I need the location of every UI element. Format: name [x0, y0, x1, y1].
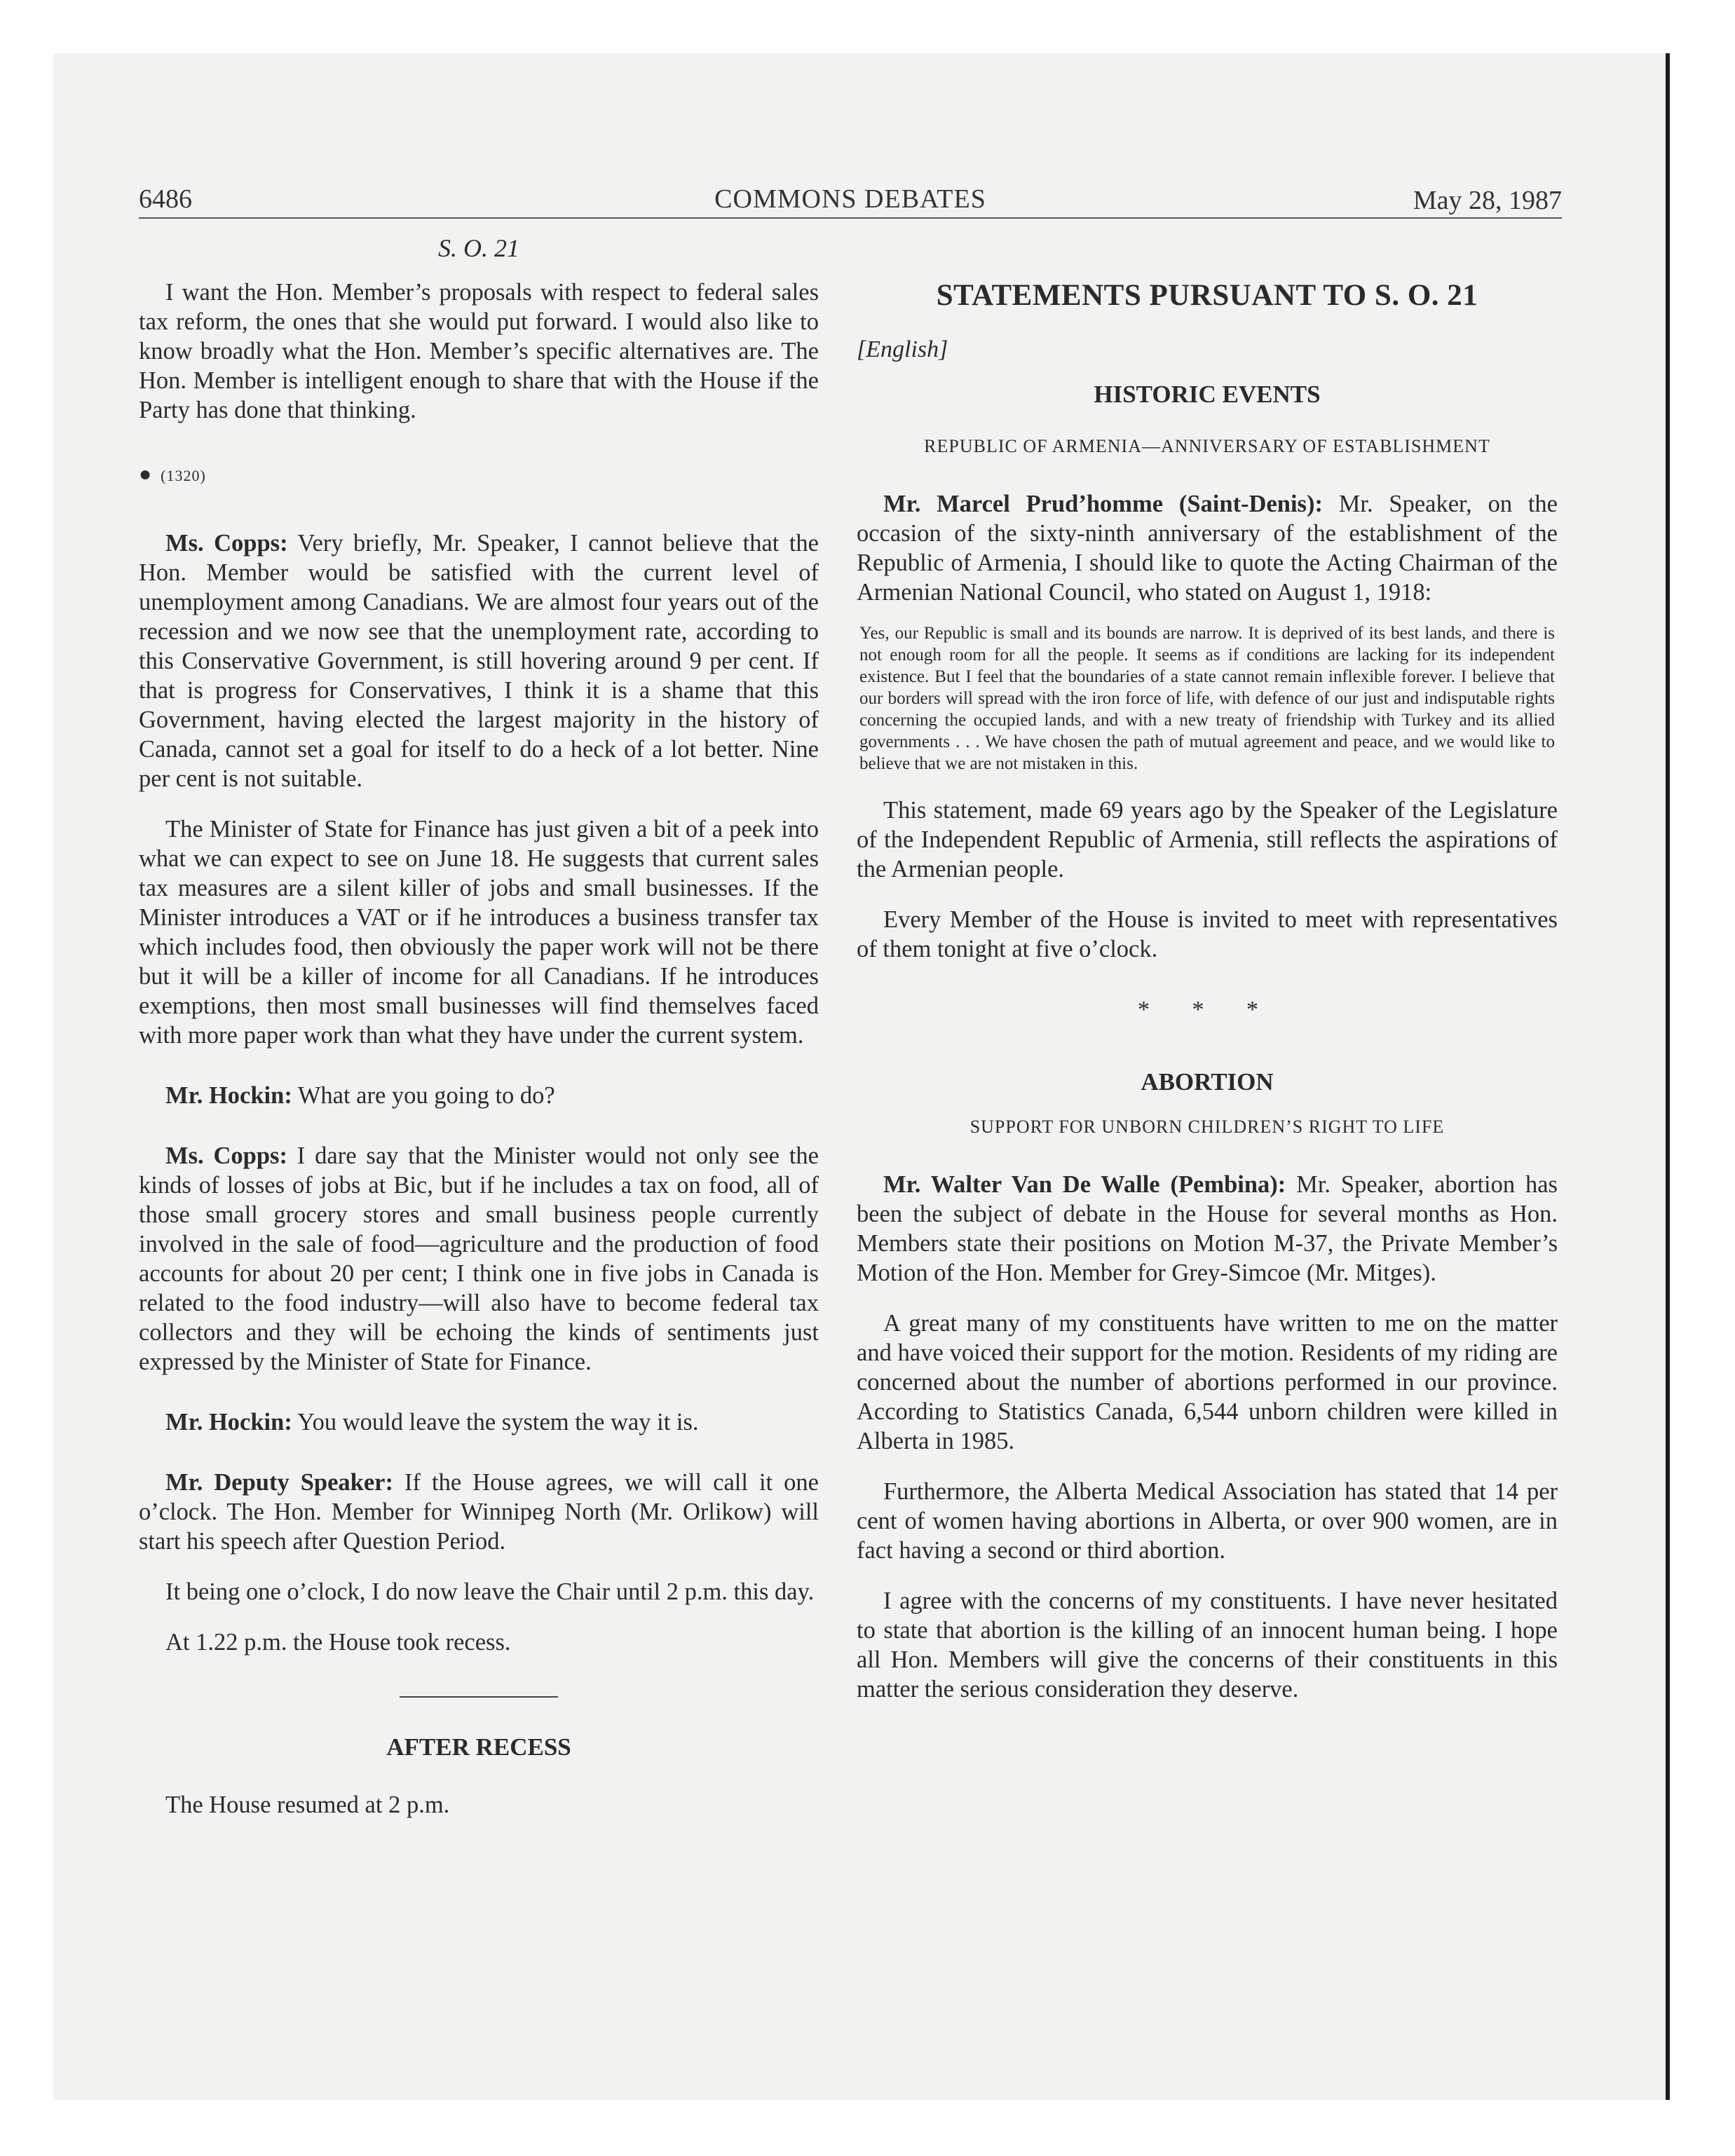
paragraph: A great many of my constituents have written to me on the matter and have voiced their support for the motion. Residents of my riding are concerned about the number of abortions performed in our province. According to Statistics Canada, 6,544 unborn children were killed in Alberta in 1985. [857, 1310, 1558, 1454]
speaker-name: Mr. Hockin: [165, 1409, 292, 1435]
block-quote: Yes, our Republic is small and its bounds are narrow. It is deprived of its best lands, and there is not enough room for all the people. It seems as if conditions are lacking for its independent existence. But I feel that the boundaries of a state cannot remain inflexible forever. I believe that our borders will spread with the iron force of life, with defence of our just and indisputable rights concerning the occupied lands, and with a new treaty of friendship with Turkey and its allied governments . . . We have chosen the path of mutual agreement and peace, and we would like to believe that we are not mistaken in this. [859, 624, 1555, 773]
paragraph: At 1.22 p.m. the House took recess. [165, 1629, 511, 1656]
subheading: REPUBLIC OF ARMENIA—ANNIVERSARY OF ESTABLISHMENT [924, 436, 1490, 456]
timestamp: (1320) [161, 467, 206, 484]
speech-hockin-2 [139, 1407, 819, 1437]
subheading: SUPPORT FOR UNBORN CHILDREN’S RIGHT TO LIFE [969, 1117, 1445, 1137]
speaker-name: Ms. Copps: [165, 530, 288, 557]
after-recess-heading: AFTER RECESS [386, 1733, 571, 1761]
speaker-name: Mr. Marcel Prud’homme (Saint-Denis): [883, 491, 1323, 517]
speech-text: Mr. Speaker, on the occasion of the sixty-ninth anniversary of the establishment of the Republic of Armenia, I should like to quote the Acting Chairman of the Armenian National Council, who stated on August 1, 1918: [857, 491, 1558, 606]
page-number: 6486 [139, 184, 192, 214]
section-heading: ABORTION [1141, 1068, 1274, 1096]
speech-copps-1 [139, 528, 819, 793]
paragraph: I want the Hon. Member’s proposals with respect to federal sales tax reform, the ones that she would put forward. I would also like to know broadly what the Hon. Member’s specific alternatives are. The Hon. Member is intelligent enough to share that with the House if the Party has done that thinking. [139, 279, 819, 423]
bullet-icon: ● [139, 463, 153, 486]
paragraph: Furthermore, the Alberta Medical Association has stated that 14 per cent of women having abortions in Alberta, or over 900 women, are in fact having a second or third abortion. [857, 1478, 1558, 1564]
speaker-name: Mr. Deputy Speaker: [165, 1469, 393, 1496]
right-column [857, 223, 1558, 1704]
section-separator-stars: * * * [1138, 997, 1277, 1023]
speech-text: You would leave the system the way it is. [292, 1409, 699, 1435]
language-tag: [English] [857, 336, 948, 362]
paragraph: This statement, made 69 years ago by the Speaker of the Legislature of the Independent Republic of Armenia, still reflects the aspirations of the Armenian people. [857, 797, 1558, 882]
page-edge-rule [1666, 53, 1670, 2100]
so21-label: S. O. 21 [438, 234, 519, 262]
paragraph: Every Member of the House is invited to meet with representatives of them tonight at five o’clock. [857, 906, 1558, 962]
paragraph: The Minister of State for Finance has just given a bit of a peek into what we can expect to see on June 18. He suggests that current sales tax measures are a silent killer of jobs and small businesses. If the Minister introduces a VAT or if he introduces a business transfer tax which includes food, then obviously the paper work will not be there but it will be a killer of income for all Canadians. If he introduces exemptions, then most small businesses will find themselves faced with more paper work than what they have under the current system. [139, 816, 819, 1049]
speech-text: If the House agrees, we will call it one o’clock. The Hon. Member for Winnipeg North (Mr. Orlikow) will start his speech after Question Period. [139, 1469, 819, 1555]
speaker-name: Ms. Copps: [165, 1142, 287, 1169]
left-column [139, 223, 819, 1820]
speech-text: Very briefly, Mr. Speaker, I cannot believe that the Hon. Member would be satisfied with the current level of unemployment among Canadians. We are almost four years out of the recession and we now see that the unemployment rate, according to this Conservative Government, is still hovering around 9 per cent. If that is progress for Conservatives, I think it is a shame that this Government, having elected the largest majority in the history of Canada, cannot set a goal for itself to do a heck of a lot better. Nine per cent is not suitable. [139, 530, 819, 792]
publication-date: May 28, 1987 [1413, 186, 1562, 215]
speech-text: Mr. Speaker, abortion has been the subject of debate in the House for several months as Hon. Members state their positions on Motion M-37, the Private Member’s Motion of the Hon. Member for Grey-Simcoe (Mr. Mitges). [857, 1171, 1558, 1286]
timestamp-marker [139, 464, 819, 486]
speech-copps-2 [139, 1141, 819, 1377]
publication-title: COMMONS DEBATES [714, 184, 986, 214]
speech-text: What are you going to do? [292, 1082, 555, 1109]
paragraph: It being one o’clock, I do now leave the Chair until 2 p.m. this day. [165, 1578, 815, 1605]
speech-hockin-1 [139, 1081, 819, 1110]
main-heading: STATEMENTS PURSUANT TO S. O. 21 [936, 279, 1478, 312]
speaker-name: Mr. Walter Van De Walle (Pembina): [883, 1171, 1286, 1198]
speech-prudhomme [857, 489, 1558, 607]
section-divider [400, 1696, 558, 1698]
speech-deputy-speaker [139, 1468, 819, 1556]
paragraph: I agree with the concerns of my constituents. I have never hesitated to state that abortion is the killing of an innocent human being. I hope all Hon. Members will give the concerns of their constituents in this matter the serious consideration they deserve. [857, 1588, 1558, 1703]
paragraph: The House resumed at 2 p.m. [165, 1792, 450, 1818]
page-header [139, 181, 1562, 219]
section-heading: HISTORIC EVENTS [1094, 381, 1321, 408]
speech-text: I dare say that the Minister would not only see the kinds of losses of jobs at Bic, but if he includes a tax on food, all of those small grocery stores and small business people currently involved in the sale of food—agriculture and the production of food accounts for about 20 per cent; I think one in five jobs in Canada is related to the food industry—will also have to become federal tax collectors and they will be echoing the kinds of sentiments just expressed by the Minister of State for Finance. [139, 1142, 819, 1375]
speaker-name: Mr. Hockin: [165, 1082, 292, 1109]
speech-vandewalle [857, 1170, 1558, 1288]
